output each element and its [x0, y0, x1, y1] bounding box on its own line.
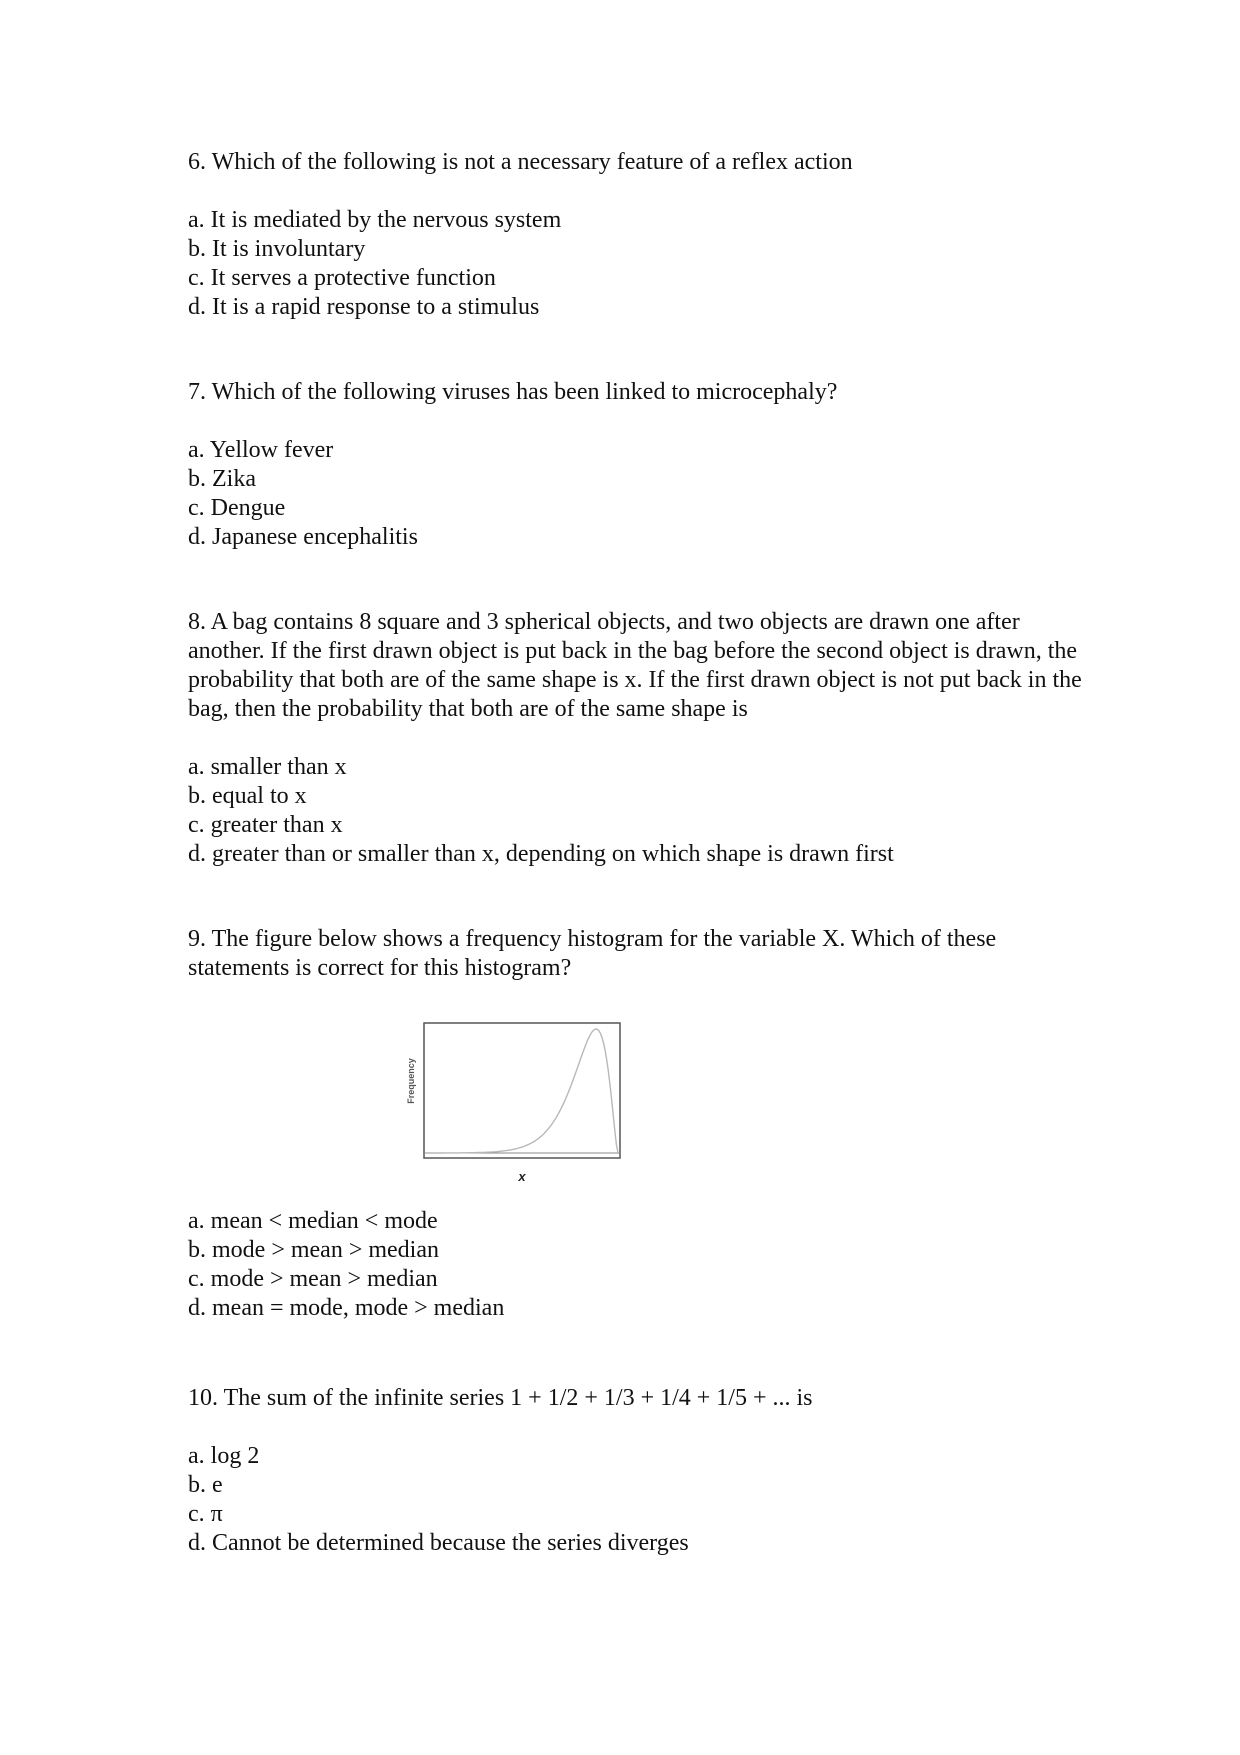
- option-a: a. It is mediated by the nervous system: [188, 207, 562, 233]
- option-d: d. It is a rapid response to a stimulus: [188, 294, 540, 320]
- option-b: b. It is involuntary: [188, 236, 366, 262]
- plot-frame: [424, 1023, 620, 1158]
- option-b: b. e: [188, 1472, 223, 1498]
- question-6: [188, 148, 853, 322]
- option-list: [188, 436, 837, 552]
- option-d: d. Japanese encephalitis: [188, 524, 418, 550]
- option-list: [188, 1207, 1088, 1323]
- y-axis-label: Frequency: [406, 1058, 416, 1104]
- option-d: d. Cannot be determined because the series diverges: [188, 1530, 689, 1556]
- option-c: c. greater than x: [188, 812, 343, 838]
- option-list: [188, 753, 1088, 869]
- option-d: d. greater than or smaller than x, depending on which shape is drawn first: [188, 841, 894, 867]
- question-text: 6. Which of the following is not a necessary feature of a reflex action: [188, 149, 853, 175]
- option-list: [188, 206, 853, 322]
- option-b: b. equal to x: [188, 783, 307, 809]
- option-c: c. Dengue: [188, 495, 286, 521]
- option-c: c. It serves a protective function: [188, 265, 496, 291]
- option-b: b. Zika: [188, 466, 256, 492]
- option-b: b. mode > mean > median: [188, 1237, 440, 1263]
- question-10: [188, 1384, 813, 1558]
- question-8: [188, 608, 1088, 869]
- option-a: a. Yellow fever: [188, 437, 334, 463]
- histogram-figure: [398, 1015, 638, 1195]
- question-7: [188, 378, 837, 552]
- histogram-svg: [398, 1015, 638, 1195]
- option-a: a. log 2: [188, 1443, 260, 1469]
- question-text: 7. Which of the following viruses has been linked to microcephaly?: [188, 379, 838, 405]
- option-d: d. mean = mode, mode > median: [188, 1295, 505, 1321]
- question-text: 10. The sum of the infinite series 1 + 1/2 + 1/3 + 1/4 + 1/5 + ... is: [188, 1385, 813, 1411]
- option-a: a. mean < median < mode: [188, 1208, 438, 1234]
- option-a: a. smaller than x: [188, 754, 347, 780]
- question-text: 8. A bag contains 8 square and 3 spherical objects, and two objects are drawn one after another. If the first drawn object is put back in the bag before the second object is drawn, the probability that both are of the same shape is x. If the first drawn object is not put back in the bag, then the probability that both are of the same shape is: [188, 609, 1082, 722]
- option-c: c. π: [188, 1501, 223, 1527]
- option-c: c. mode > mean > median: [188, 1266, 438, 1292]
- option-list: [188, 1442, 813, 1558]
- x-axis-label: x: [518, 1169, 526, 1184]
- question-text: 9. The figure below shows a frequency histogram for the variable X. Which of these statements is correct for this histogram?: [188, 926, 997, 981]
- distribution-curve: [426, 1029, 618, 1153]
- question-9: [188, 925, 1088, 1323]
